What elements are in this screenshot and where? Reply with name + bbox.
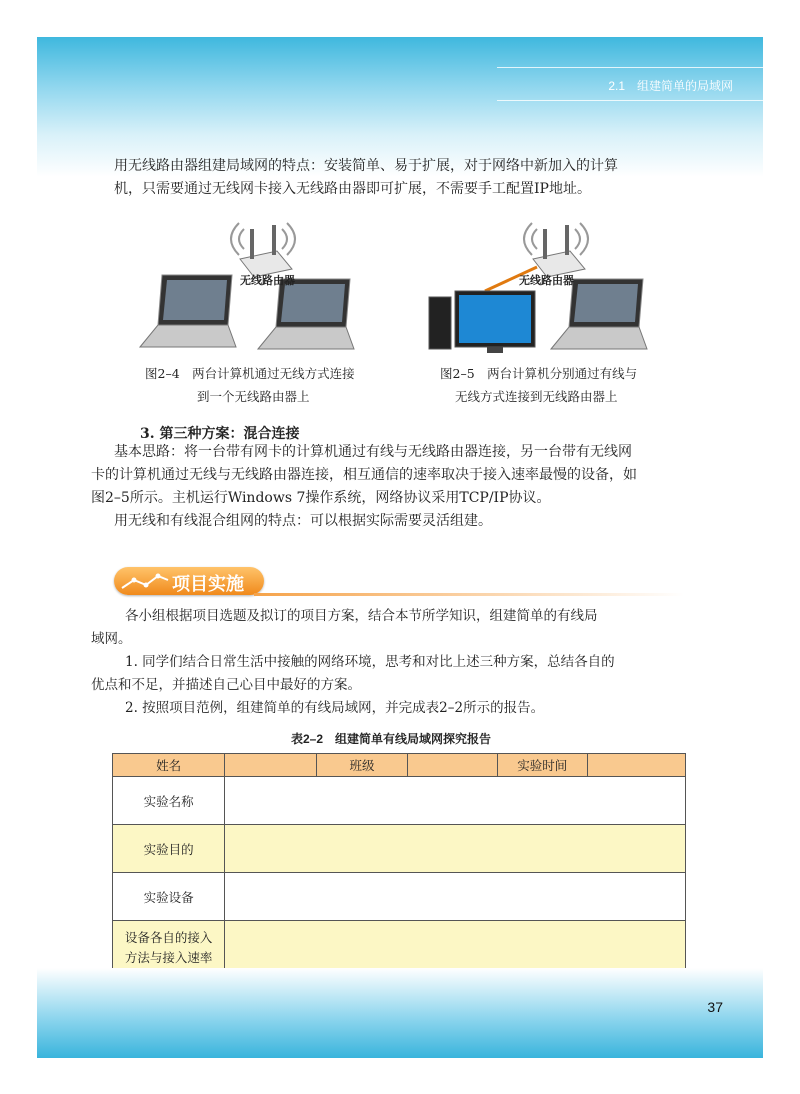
header-section-label: 2.1 组建简单的局域网	[608, 79, 733, 93]
table-row-label: 实验名称	[113, 777, 225, 825]
figure-2-5-caption-line-2: 无线方式连接到无线路由器上	[455, 389, 618, 404]
scheme-3-line-4: 用无线和有线混合组网的特点：可以根据实际需要灵活组建。	[114, 513, 492, 529]
table-row-label-line-2: 方法与接入速率	[124, 949, 213, 965]
section-underline	[254, 593, 684, 596]
table-row-value[interactable]	[225, 921, 686, 975]
scheme-3-line-1: 基本思路：将一台带有网卡的计算机通过有线与无线路由器连接，另一台带有无线网	[114, 444, 632, 460]
wireless-router-icon	[231, 223, 295, 277]
figure-2-4-caption-line-2: 到一个无线路由器上	[197, 389, 310, 404]
intro-line-1: 用无线路由器组建局域网的特点：安装简单、易于扩展，对于网络中新加入的计算	[114, 158, 618, 174]
table-row-label	[113, 921, 225, 975]
footer-banner	[37, 968, 763, 1058]
figure-2-5-router-label: 无线路由器	[519, 275, 574, 287]
scheme-3-heading: 3. 第三种方案：混合连接	[140, 426, 300, 442]
table-header-class: 班级	[317, 754, 407, 777]
section-title: 项目实施	[172, 574, 244, 594]
figure-2-4-caption-line-1: 图2–4 两台计算机通过无线方式连接	[145, 366, 355, 381]
table-row	[113, 825, 686, 873]
implementation-p1-line-2: 域网。	[91, 631, 132, 647]
table-caption: 表2–2 组建简单有线局域网探究报告	[291, 732, 492, 746]
table-cell-time-value[interactable]	[587, 754, 685, 777]
table-cell-class-value[interactable]	[407, 754, 497, 777]
table-row	[113, 873, 686, 921]
scheme-3-line-3: 图2–5所示。主机运行Windows 7操作系统，网络协议采用TCP/IP协议。	[91, 490, 551, 506]
implementation-p2-line-1: 1. 同学们结合日常生活中接触的网络环境，思考和对比上述三种方案，总结各自的	[125, 654, 615, 670]
table-header-name: 姓名	[113, 754, 225, 777]
page-number: 37	[707, 999, 723, 1015]
scheme-3-line-2: 卡的计算机通过无线与无线路由器连接，相互通信的速率取决于接入速率最慢的设备，如	[91, 467, 637, 483]
implementation-p1-line-1: 各小组根据项目选题及拟订的项目方案，结合本节所学知识，组建简单的有线局	[125, 608, 598, 624]
table-row	[113, 777, 686, 825]
implementation-p3: 2. 按照项目范例，组建简单的有线局域网，并完成表2–2所示的报告。	[125, 700, 545, 716]
figure-2-4-router-label: 无线路由器	[240, 275, 295, 287]
table-row-value[interactable]	[225, 873, 686, 921]
table-row-label: 实验目的	[113, 825, 225, 873]
desktop-computer-icon	[429, 291, 535, 353]
table-row-label-line-1: 设备各自的接入	[124, 929, 213, 945]
table-cell-name-value[interactable]	[225, 754, 317, 777]
trend-line-icon	[120, 572, 170, 592]
page	[37, 37, 763, 1058]
table-row	[113, 921, 686, 975]
table-header-row	[113, 754, 686, 777]
report-table	[112, 753, 686, 975]
implementation-p2-line-2: 优点和不足，并描述自己心目中最好的方案。	[91, 677, 361, 693]
table-header-time: 实验时间	[497, 754, 587, 777]
laptop-icon-left	[140, 275, 236, 347]
table-row-value[interactable]	[225, 825, 686, 873]
figure-2-5-caption-line-1: 图2–5 两台计算机分别通过有线与	[440, 366, 638, 381]
intro-line-2: 机，只需要通过无线网卡接入无线路由器即可扩展，不需要手工配置IP地址。	[114, 181, 591, 197]
table-row-label: 实验设备	[113, 873, 225, 921]
table-row-value[interactable]	[225, 777, 686, 825]
